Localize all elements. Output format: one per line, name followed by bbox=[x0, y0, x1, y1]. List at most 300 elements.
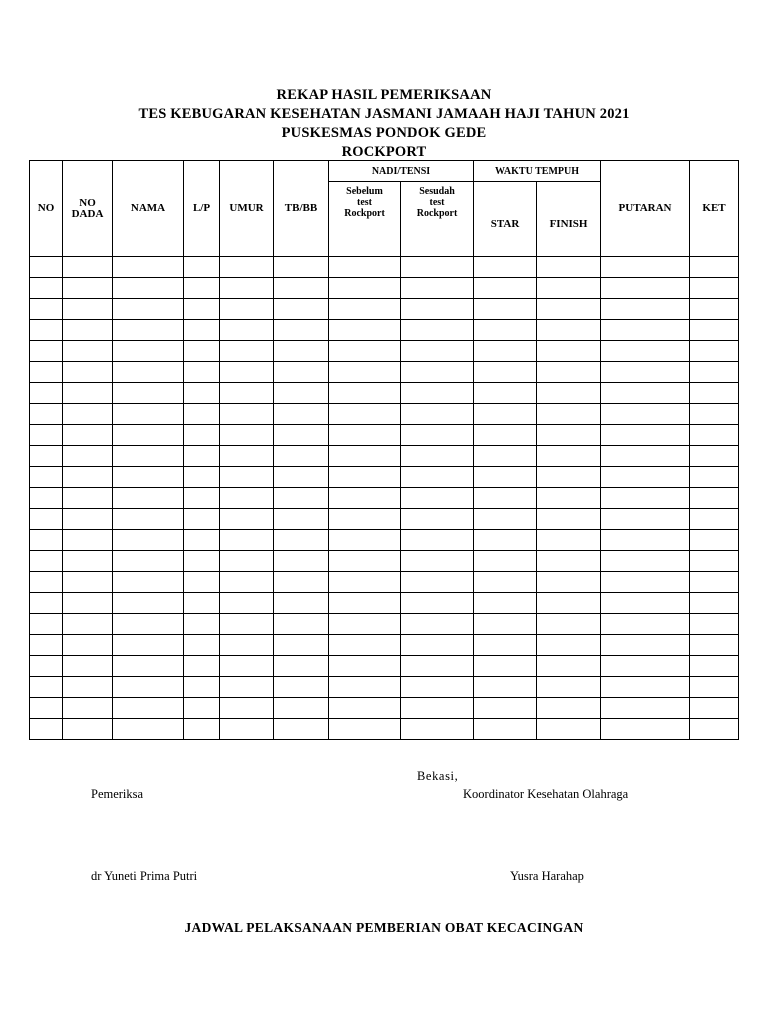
table-cell bbox=[30, 698, 63, 719]
table-cell bbox=[220, 383, 274, 404]
table-cell bbox=[329, 257, 401, 278]
table-cell bbox=[113, 551, 184, 572]
table-row bbox=[30, 677, 739, 698]
table-cell bbox=[537, 530, 601, 551]
table-cell bbox=[537, 698, 601, 719]
table-cell bbox=[601, 635, 690, 656]
table-cell bbox=[184, 320, 220, 341]
table-cell bbox=[63, 488, 113, 509]
col-header-nadi-tensi: NADI/TENSI bbox=[329, 161, 474, 182]
table-cell bbox=[184, 593, 220, 614]
table-cell bbox=[601, 488, 690, 509]
table-cell bbox=[690, 656, 739, 677]
table-cell bbox=[601, 341, 690, 362]
table-row bbox=[30, 719, 739, 740]
table-row bbox=[30, 278, 739, 299]
table-cell bbox=[690, 530, 739, 551]
table-cell bbox=[63, 383, 113, 404]
table-cell bbox=[184, 383, 220, 404]
table-cell bbox=[63, 530, 113, 551]
table-cell bbox=[601, 551, 690, 572]
table-cell bbox=[601, 530, 690, 551]
table-row bbox=[30, 446, 739, 467]
table-cell bbox=[220, 635, 274, 656]
table-row bbox=[30, 320, 739, 341]
table-cell bbox=[220, 572, 274, 593]
table-cell bbox=[329, 488, 401, 509]
table-cell bbox=[690, 719, 739, 740]
table-cell bbox=[537, 320, 601, 341]
table-cell bbox=[474, 677, 537, 698]
col-header-putaran: PUTARAN bbox=[601, 161, 690, 257]
table-cell bbox=[184, 278, 220, 299]
table-cell bbox=[690, 362, 739, 383]
table-row bbox=[30, 635, 739, 656]
table-cell bbox=[537, 383, 601, 404]
table-cell bbox=[30, 383, 63, 404]
table-cell bbox=[30, 278, 63, 299]
table-body bbox=[30, 257, 739, 740]
table-cell bbox=[690, 551, 739, 572]
table-cell bbox=[220, 698, 274, 719]
table-cell bbox=[274, 362, 329, 383]
table-cell bbox=[220, 551, 274, 572]
table-cell bbox=[30, 509, 63, 530]
table-cell bbox=[30, 320, 63, 341]
table-cell bbox=[474, 551, 537, 572]
signature-left-role: Pemeriksa bbox=[91, 787, 144, 801]
table-cell bbox=[113, 677, 184, 698]
table-cell bbox=[690, 446, 739, 467]
table-cell bbox=[274, 488, 329, 509]
table-cell bbox=[690, 488, 739, 509]
table-cell bbox=[220, 488, 274, 509]
table-cell bbox=[274, 719, 329, 740]
table-cell bbox=[474, 278, 537, 299]
table-cell bbox=[220, 467, 274, 488]
table-cell bbox=[329, 320, 401, 341]
table-cell bbox=[184, 467, 220, 488]
table-row bbox=[30, 362, 739, 383]
table-cell bbox=[401, 656, 474, 677]
table-cell bbox=[474, 320, 537, 341]
col-header-tbbb: TB/BB bbox=[274, 161, 329, 257]
table-cell bbox=[274, 593, 329, 614]
table-cell bbox=[220, 530, 274, 551]
table-cell bbox=[474, 719, 537, 740]
table-cell bbox=[690, 593, 739, 614]
table-cell bbox=[537, 614, 601, 635]
table-cell bbox=[113, 320, 184, 341]
table-cell bbox=[113, 656, 184, 677]
table-cell bbox=[113, 509, 184, 530]
table-cell bbox=[537, 299, 601, 320]
table-row bbox=[30, 299, 739, 320]
header-subtitle: TES KEBUGARAN KESEHATAN JASMANI JAMAAH HAJI TAHUN 2021 bbox=[138, 106, 630, 122]
table-cell bbox=[690, 614, 739, 635]
table-cell bbox=[690, 467, 739, 488]
table-cell bbox=[63, 257, 113, 278]
signature-place-date: Bekasi, bbox=[417, 769, 459, 783]
col-header-nama: NAMA bbox=[113, 161, 184, 257]
table-cell bbox=[220, 257, 274, 278]
table-cell bbox=[690, 425, 739, 446]
table-cell bbox=[329, 635, 401, 656]
rekap-table bbox=[29, 160, 739, 740]
table-cell bbox=[220, 404, 274, 425]
table-cell bbox=[63, 572, 113, 593]
table-cell bbox=[63, 677, 113, 698]
table-cell bbox=[690, 341, 739, 362]
table-cell bbox=[63, 656, 113, 677]
table-cell bbox=[30, 572, 63, 593]
table-cell bbox=[329, 614, 401, 635]
table-cell bbox=[474, 404, 537, 425]
table-cell bbox=[474, 656, 537, 677]
signature-left-name: dr Yuneti Prima Putri bbox=[91, 869, 198, 883]
table-cell bbox=[63, 593, 113, 614]
table-cell bbox=[113, 383, 184, 404]
table-cell bbox=[30, 341, 63, 362]
col-header-finish: FINISH bbox=[537, 182, 601, 257]
table-cell bbox=[220, 509, 274, 530]
col-header-sebelum: Sebelum test Rockport bbox=[329, 182, 401, 257]
table-cell bbox=[329, 509, 401, 530]
table-cell bbox=[474, 698, 537, 719]
table-cell bbox=[601, 362, 690, 383]
table-cell bbox=[113, 446, 184, 467]
table-cell bbox=[30, 362, 63, 383]
table-row bbox=[30, 488, 739, 509]
table-cell bbox=[30, 299, 63, 320]
signature-right-name: Yusra Harahap bbox=[510, 869, 584, 883]
signature-right-role: Koordinator Kesehatan Olahraga bbox=[463, 787, 629, 801]
table-cell bbox=[113, 362, 184, 383]
table-cell bbox=[30, 404, 63, 425]
table-cell bbox=[401, 593, 474, 614]
table-cell bbox=[274, 509, 329, 530]
table-cell bbox=[63, 299, 113, 320]
table-cell bbox=[113, 278, 184, 299]
table-cell bbox=[537, 278, 601, 299]
table-row bbox=[30, 572, 739, 593]
table-cell bbox=[474, 593, 537, 614]
table-cell bbox=[113, 425, 184, 446]
col-header-ket: KET bbox=[690, 161, 739, 257]
table-cell bbox=[329, 677, 401, 698]
table-cell bbox=[401, 425, 474, 446]
table-cell bbox=[184, 698, 220, 719]
table-cell bbox=[63, 719, 113, 740]
table-cell bbox=[537, 635, 601, 656]
table-cell bbox=[274, 341, 329, 362]
table-cell bbox=[274, 257, 329, 278]
table-cell bbox=[63, 509, 113, 530]
table-cell bbox=[30, 593, 63, 614]
table-cell bbox=[601, 278, 690, 299]
table-cell bbox=[537, 425, 601, 446]
col-header-lp: L/P bbox=[184, 161, 220, 257]
table-cell bbox=[329, 551, 401, 572]
table-cell bbox=[474, 488, 537, 509]
document-header bbox=[0, 86, 768, 162]
table-cell bbox=[601, 404, 690, 425]
table-cell bbox=[63, 698, 113, 719]
table-row bbox=[30, 656, 739, 677]
table-cell bbox=[184, 509, 220, 530]
table-cell bbox=[113, 698, 184, 719]
table-cell bbox=[274, 530, 329, 551]
table-header-row-1 bbox=[30, 161, 739, 182]
table-cell bbox=[537, 488, 601, 509]
table-cell bbox=[601, 509, 690, 530]
table-cell bbox=[220, 278, 274, 299]
table-cell bbox=[690, 383, 739, 404]
table-cell bbox=[537, 656, 601, 677]
table-cell bbox=[220, 320, 274, 341]
table-cell bbox=[474, 383, 537, 404]
table-row bbox=[30, 509, 739, 530]
table-row bbox=[30, 698, 739, 719]
table-cell bbox=[537, 467, 601, 488]
table-cell bbox=[220, 446, 274, 467]
table-cell bbox=[184, 488, 220, 509]
table-cell bbox=[63, 467, 113, 488]
table-cell bbox=[690, 404, 739, 425]
table-cell bbox=[401, 719, 474, 740]
table-cell bbox=[401, 446, 474, 467]
table-cell bbox=[30, 446, 63, 467]
table-cell bbox=[474, 425, 537, 446]
col-header-no-dada: NO DADA bbox=[63, 161, 113, 257]
table-cell bbox=[401, 530, 474, 551]
table-cell bbox=[329, 572, 401, 593]
table-cell bbox=[329, 656, 401, 677]
table-cell bbox=[30, 551, 63, 572]
table-cell bbox=[63, 635, 113, 656]
table-cell bbox=[537, 257, 601, 278]
table-cell bbox=[690, 320, 739, 341]
table-cell bbox=[474, 299, 537, 320]
table-cell bbox=[401, 614, 474, 635]
table-cell bbox=[184, 257, 220, 278]
table-cell bbox=[537, 572, 601, 593]
table-cell bbox=[63, 614, 113, 635]
table-cell bbox=[537, 341, 601, 362]
table-cell bbox=[63, 425, 113, 446]
table-cell bbox=[329, 425, 401, 446]
table-cell bbox=[329, 404, 401, 425]
table-cell bbox=[63, 278, 113, 299]
table-cell bbox=[601, 593, 690, 614]
table-cell bbox=[30, 614, 63, 635]
table-cell bbox=[63, 362, 113, 383]
table-cell bbox=[30, 467, 63, 488]
table-cell bbox=[601, 719, 690, 740]
table-cell bbox=[537, 446, 601, 467]
table-cell bbox=[63, 404, 113, 425]
table-cell bbox=[601, 320, 690, 341]
table-cell bbox=[274, 446, 329, 467]
table-cell bbox=[329, 719, 401, 740]
table-cell bbox=[601, 299, 690, 320]
table-cell bbox=[474, 572, 537, 593]
table-cell bbox=[329, 383, 401, 404]
table-cell bbox=[537, 593, 601, 614]
table-cell bbox=[274, 467, 329, 488]
table-cell bbox=[601, 257, 690, 278]
table-cell bbox=[274, 278, 329, 299]
table-row bbox=[30, 341, 739, 362]
table-cell bbox=[220, 719, 274, 740]
table-cell bbox=[401, 404, 474, 425]
table-row bbox=[30, 530, 739, 551]
table-cell bbox=[63, 320, 113, 341]
table-cell bbox=[401, 509, 474, 530]
table-cell bbox=[113, 614, 184, 635]
table-cell bbox=[401, 551, 474, 572]
col-header-sesudah: Sesudah test Rockport bbox=[401, 182, 474, 257]
col-header-no: NO bbox=[30, 161, 63, 257]
table-cell bbox=[184, 530, 220, 551]
table-cell bbox=[329, 530, 401, 551]
table-cell bbox=[220, 656, 274, 677]
table-cell bbox=[401, 341, 474, 362]
table-cell bbox=[184, 362, 220, 383]
table-row bbox=[30, 383, 739, 404]
table-cell bbox=[220, 425, 274, 446]
table-cell bbox=[184, 299, 220, 320]
table-cell bbox=[474, 635, 537, 656]
table-cell bbox=[690, 509, 739, 530]
table-cell bbox=[329, 341, 401, 362]
table-cell bbox=[601, 656, 690, 677]
table-cell bbox=[113, 719, 184, 740]
table-cell bbox=[184, 572, 220, 593]
table-cell bbox=[329, 467, 401, 488]
table-cell bbox=[537, 509, 601, 530]
table-cell bbox=[184, 404, 220, 425]
table-cell bbox=[274, 572, 329, 593]
table-row bbox=[30, 593, 739, 614]
table-cell bbox=[401, 320, 474, 341]
table-cell bbox=[184, 677, 220, 698]
table-cell bbox=[474, 467, 537, 488]
table-cell bbox=[474, 362, 537, 383]
table-cell bbox=[601, 425, 690, 446]
table-cell bbox=[474, 509, 537, 530]
table-row bbox=[30, 425, 739, 446]
col-header-star: STAR bbox=[474, 182, 537, 257]
header-title: REKAP HASIL PEMERIKSAAN bbox=[276, 87, 492, 103]
table-cell bbox=[63, 446, 113, 467]
table-cell bbox=[401, 467, 474, 488]
table-cell bbox=[220, 341, 274, 362]
table-cell bbox=[601, 572, 690, 593]
table-cell bbox=[601, 614, 690, 635]
table-cell bbox=[184, 425, 220, 446]
table-cell bbox=[220, 362, 274, 383]
table-cell bbox=[401, 698, 474, 719]
header-institution: PUSKESMAS PONDOK GEDE bbox=[281, 125, 487, 141]
table-cell bbox=[537, 677, 601, 698]
table-cell bbox=[329, 446, 401, 467]
table-cell bbox=[274, 383, 329, 404]
table-cell bbox=[690, 278, 739, 299]
table-cell bbox=[329, 278, 401, 299]
table-row bbox=[30, 257, 739, 278]
table-cell bbox=[220, 677, 274, 698]
table-cell bbox=[184, 635, 220, 656]
table-cell bbox=[184, 341, 220, 362]
table-cell bbox=[184, 719, 220, 740]
table-cell bbox=[401, 383, 474, 404]
table-cell bbox=[474, 530, 537, 551]
table-cell bbox=[274, 656, 329, 677]
table-cell bbox=[113, 635, 184, 656]
table-cell bbox=[537, 719, 601, 740]
table-cell bbox=[474, 341, 537, 362]
table-row bbox=[30, 404, 739, 425]
table-cell bbox=[30, 257, 63, 278]
table-cell bbox=[63, 341, 113, 362]
table-cell bbox=[474, 614, 537, 635]
table-cell bbox=[274, 635, 329, 656]
footer-title: JADWAL PELAKSANAAN PEMBERIAN OBAT KECACINGAN bbox=[184, 920, 584, 935]
table-cell bbox=[474, 446, 537, 467]
table-cell bbox=[537, 404, 601, 425]
table-cell bbox=[690, 698, 739, 719]
table-cell bbox=[601, 383, 690, 404]
table-cell bbox=[401, 299, 474, 320]
table-cell bbox=[690, 635, 739, 656]
table-cell bbox=[30, 677, 63, 698]
table-cell bbox=[274, 299, 329, 320]
header-test-name: ROCKPORT bbox=[341, 144, 427, 160]
table-cell bbox=[184, 551, 220, 572]
table-cell bbox=[113, 488, 184, 509]
table-cell bbox=[274, 614, 329, 635]
table-cell bbox=[63, 551, 113, 572]
table-cell bbox=[184, 614, 220, 635]
table-cell bbox=[537, 551, 601, 572]
table-cell bbox=[30, 530, 63, 551]
table-cell bbox=[274, 698, 329, 719]
table-cell bbox=[30, 488, 63, 509]
table-cell bbox=[601, 446, 690, 467]
table-cell bbox=[274, 551, 329, 572]
table-cell bbox=[690, 299, 739, 320]
table-row bbox=[30, 614, 739, 635]
table-cell bbox=[329, 593, 401, 614]
table-row bbox=[30, 551, 739, 572]
col-header-umur: UMUR bbox=[220, 161, 274, 257]
table-cell bbox=[220, 614, 274, 635]
table-cell bbox=[537, 362, 601, 383]
table-cell bbox=[113, 341, 184, 362]
table-cell bbox=[274, 404, 329, 425]
table-cell bbox=[113, 593, 184, 614]
table-cell bbox=[274, 320, 329, 341]
table-cell bbox=[220, 593, 274, 614]
table-cell bbox=[329, 362, 401, 383]
table-cell bbox=[401, 278, 474, 299]
table-cell bbox=[113, 299, 184, 320]
table-row bbox=[30, 467, 739, 488]
table-cell bbox=[30, 635, 63, 656]
table-cell bbox=[690, 572, 739, 593]
table-cell bbox=[30, 656, 63, 677]
